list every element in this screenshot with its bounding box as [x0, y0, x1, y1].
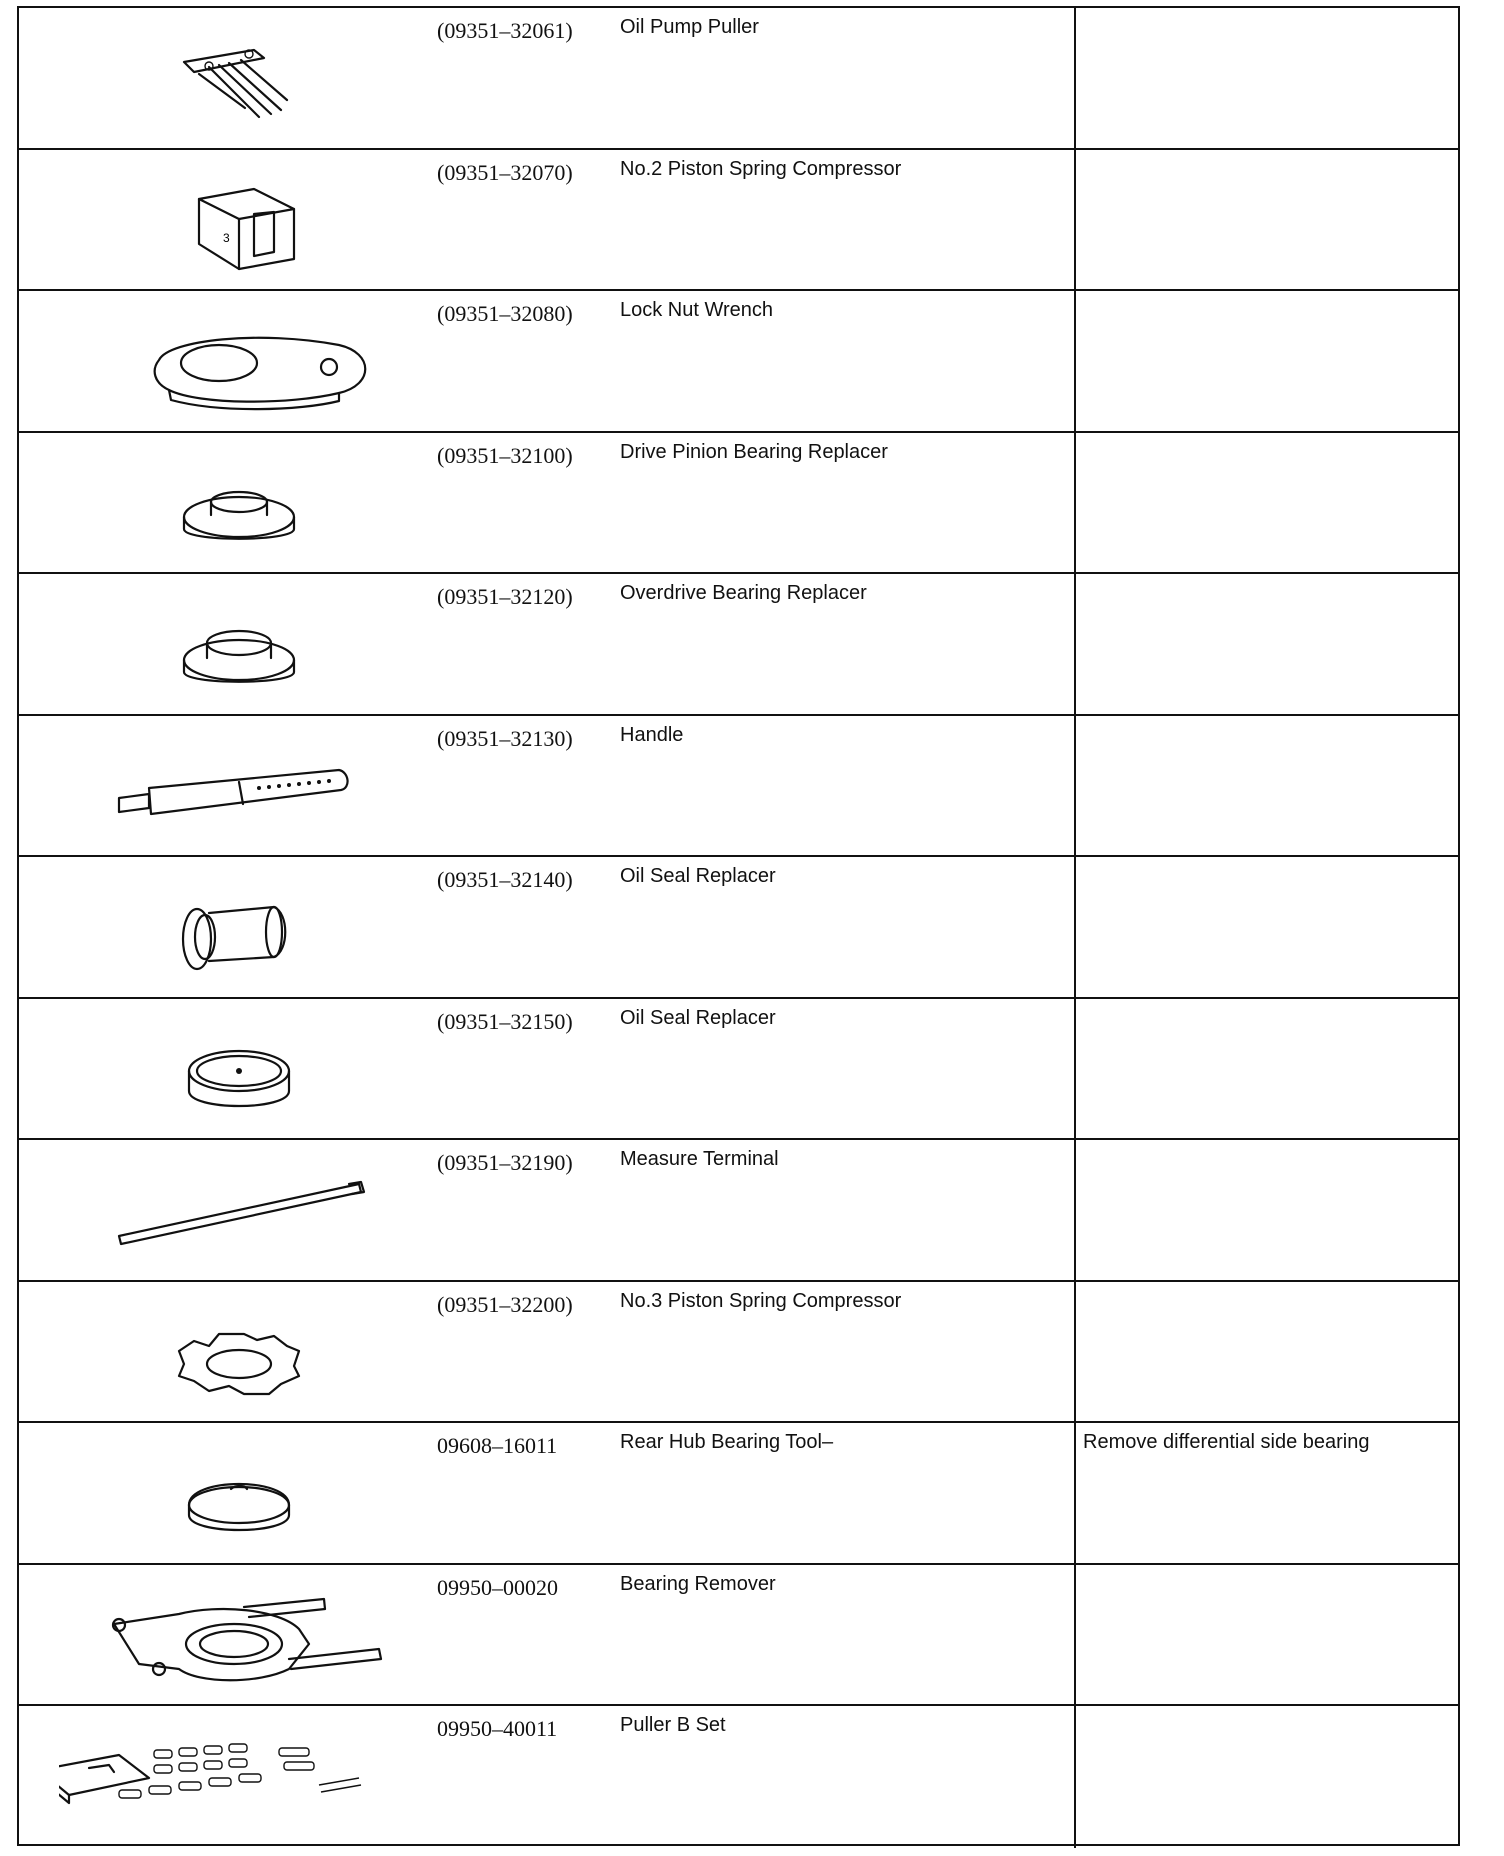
part-number: (09351–32140) [437, 867, 573, 892]
table-row [19, 8, 1458, 150]
tool-name: Handle [620, 723, 684, 746]
part-number: (09351–32061) [437, 18, 573, 43]
table-row [19, 1565, 1458, 1707]
column-divider [1074, 1423, 1076, 1563]
tool-name: No.2 Piston Spring Compressor [620, 157, 902, 180]
column-divider [1074, 999, 1076, 1139]
tool-name: Oil Seal Replacer [620, 865, 776, 887]
part-number: (09351–32100) [437, 442, 573, 468]
tool-name: Rear Hub Bearing Tool– [620, 1431, 834, 1453]
part-number: (09351–32120) [437, 584, 573, 609]
puller-set-icon [59, 1720, 389, 1838]
table-row [19, 716, 1458, 858]
column-divider [1074, 1282, 1076, 1422]
special-tools-table [17, 6, 1460, 1846]
table-row [19, 1423, 1458, 1565]
oil-seal-replacer-icon [59, 871, 389, 989]
part-number: (09351–32070) [437, 159, 573, 185]
handle-icon [59, 730, 389, 848]
table-row [19, 291, 1458, 433]
column-divider [1074, 1140, 1076, 1280]
table-row [19, 433, 1458, 575]
column-divider [1074, 291, 1076, 431]
part-number: (09351–32080) [437, 301, 573, 326]
oil-seal-replacer-disc-icon [59, 1013, 389, 1131]
tool-name: Overdrive Bearing Replacer [620, 582, 867, 604]
svg-text:3: 3 [223, 230, 230, 245]
column-divider [1074, 150, 1076, 290]
part-number: 09950–00020 [437, 1574, 558, 1600]
bearing-replacer-icon [59, 447, 389, 565]
tool-name: Drive Pinion Bearing Replacer [620, 440, 888, 463]
tool-name: Measure Terminal [620, 1148, 779, 1170]
tool-name: Oil Pump Puller [620, 16, 759, 38]
column-divider [1074, 857, 1076, 997]
lock-nut-wrench-icon [59, 305, 389, 423]
table-row [19, 1282, 1458, 1424]
bearing-replacer-icon [59, 588, 389, 706]
column-divider [1074, 716, 1076, 856]
spring-compressor-plate-icon [59, 1296, 389, 1414]
measure-terminal-icon [59, 1154, 389, 1272]
oil-pump-puller-icon [59, 22, 389, 140]
part-number: 09950–40011 [437, 1716, 558, 1741]
part-number: 09608–16011 [437, 1433, 558, 1458]
tool-name: Bearing Remover [620, 1572, 776, 1595]
part-number: (09351–32150) [437, 1008, 573, 1034]
table-row [19, 1706, 1458, 1848]
table-row [19, 999, 1458, 1141]
tool-note: Remove differential side bearing [1083, 1431, 1370, 1453]
table-row [19, 150, 1458, 292]
part-number: (09351–32190) [437, 1150, 573, 1175]
column-divider [1074, 433, 1076, 573]
part-number: (09351–32130) [437, 725, 573, 751]
tool-name: Oil Seal Replacer [620, 1006, 776, 1029]
tool-name: Puller B Set [620, 1714, 726, 1736]
bearing-remover-icon [59, 1579, 389, 1697]
tool-name: No.3 Piston Spring Compressor [620, 1289, 902, 1312]
table-row [19, 574, 1458, 716]
table-row [19, 1140, 1458, 1282]
column-divider [1074, 8, 1076, 148]
tool-name: Lock Nut Wrench [620, 299, 774, 321]
hub-bearing-tool-icon [59, 1437, 389, 1555]
column-divider [1074, 574, 1076, 714]
table-row [19, 857, 1458, 999]
piston-spring-compressor-icon [59, 164, 389, 282]
column-divider [1074, 1706, 1076, 1848]
part-number: (09351–32200) [437, 1291, 573, 1317]
column-divider [1074, 1565, 1076, 1705]
